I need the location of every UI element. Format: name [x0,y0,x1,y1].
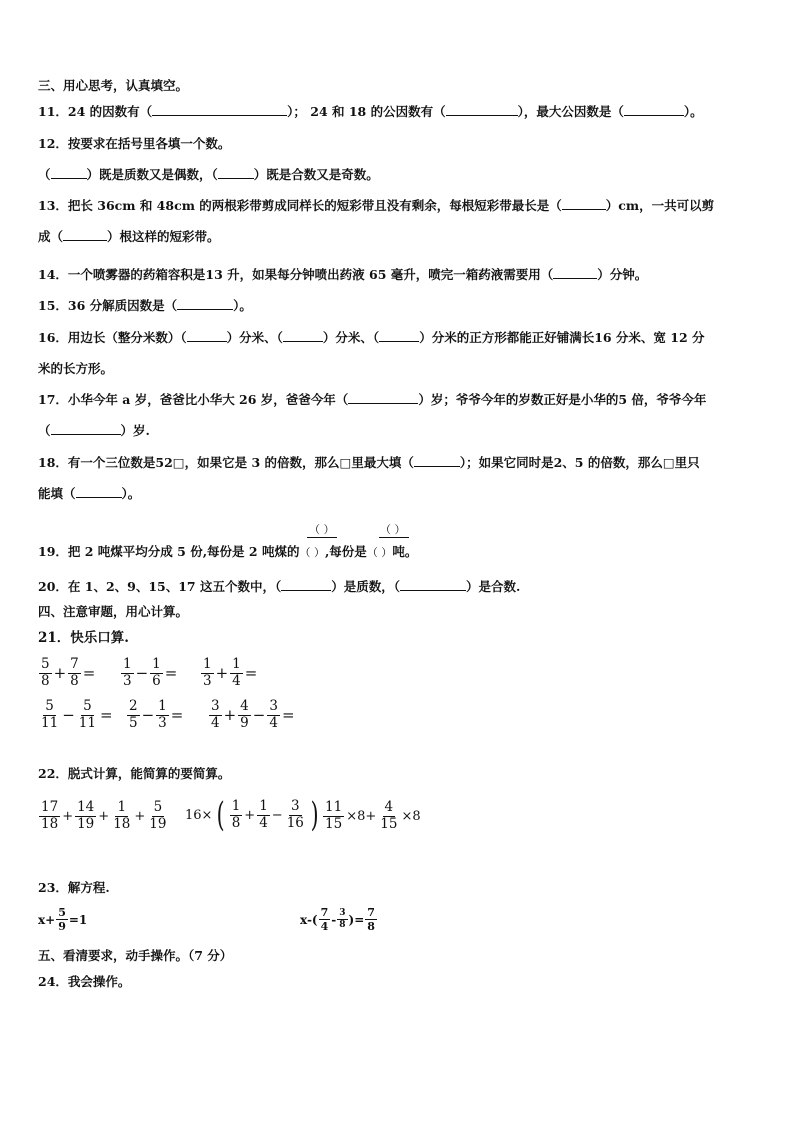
question-12: 12．按要求在括号里各填一个数。 [38,136,231,151]
question-19: 19．把 2 吨煤平均分成 5 份,每份是 2 吨煤的（ ）,每份是（ ）吨。 [38,544,418,559]
question-13: 13．把长 36cm 和 48cm 的两根彩带剪成同样长的短彩带且没有剩余，每根短彩带最长是（ ）cm，一共可以剪 [38,198,715,213]
question-24: 24．我会操作。 [38,974,131,989]
q22-expr-3: $\frac{11}{15}$ ×8+ $\frac{4}{15}$ ×8 [325,799,421,832]
q21-expr-2: $\frac{1}{3}$ − $\frac{1}{6}$ = [123,656,178,689]
question-13-line2: 成（ ）根这样的短彩带。 [38,229,220,244]
q21-expr-5: $\frac{2}{5}$ − $\frac{1}{3}$ = [129,698,184,731]
question-16-line2: 米的长方形。 [38,361,114,376]
right-paren: ) [310,795,319,835]
question-14: 14．一个喷雾器的药箱容积是13 升，如果每分钟喷出药液 65 毫升，喷完一箱药液需要用（ ）分钟。 [38,267,648,282]
question-18-line2: 能填（ ）。 [38,486,141,501]
question-12-line2: （ ）既是质数又是偶数，（ ）既是合数又是奇数。 [38,167,379,182]
question-23-title: 23．解方程. [38,880,110,895]
question-17: 17．小华今年 a 岁，爸爸比小华大 26 岁，爸爸今年（ ）岁；爷爷今年的岁数正好是小华的5 倍，爷爷今年 [38,392,707,407]
question-20: 20．在 1、2、9、15、17 这五个数中，（ ）是质数，（ ）是合数. [38,579,521,594]
section-3-heading: 三、用心思考，认真填空。 [38,78,189,93]
question-15: 15．36 分解质因数是（ ）。 [38,298,252,313]
question-22-title: 22．脱式计算，能简算的要简算。 [38,766,231,781]
q21-expr-4: $\frac{5}{11}$ − $\frac{5}{11}$ = [41,698,113,731]
fraction-bar-1 [307,537,337,538]
section-4-heading: 四、注意审题，用心计算。 [38,604,189,619]
q21-expr-6: $\frac{3}{4}$ + $\frac{4}{9}$ − $\frac{3}{4}$ = [211,698,295,731]
q23-equation-1: x+ $\frac{5}{9}$ =1 [38,906,88,933]
q22-expr-1: $\frac{17}{18}$ + $\frac{14}{19}$ + $\frac{1}{18}$ + $\frac{5}{19}$ [41,799,167,832]
question-21-title: 21．快乐口算. [38,630,129,646]
q22-expr-2: 16× ( $\frac{1}{8}$ + $\frac{1}{4}$ − $\frac{3}{16}$ ) [185,795,319,835]
left-paren: ( [217,795,226,835]
q21-expr-1: $\frac{5}{8}$ + $\frac{7}{8}$ = [41,656,96,689]
fraction-blank-numerator-1: （ ） [309,523,335,536]
section-5-heading: 五、看清要求，动手操作。（7 分） [38,948,233,963]
fraction-blank-numerator-2: （ ） [380,523,406,536]
fraction-bar-2 [379,537,409,538]
question-17-line2: （ ）岁. [38,423,150,438]
question-18: 18．有一个三位数是52□，如果它是 3 的倍数，那么□里最大填（ ）；如果它同时是2、5 的倍数，那么□里只 [38,455,700,470]
q21-expr-3: $\frac{1}{3}$ + $\frac{1}{4}$ = [203,656,258,689]
question-16: 16．用边长（整分米数）（ ）分米、（ ）分米、（ ）分米的正方形都能正好铺满长16 分米、宽 12 分 [38,330,705,345]
q23-equation-2: x-( $\frac{7}{4}$ - $\frac{3}{8}$ )= $\frac{7}{8}$ [300,906,375,933]
question-11: 11．24 的因数有（ ）； 24 和 18 的公因数有（ ），最大公因数是（ ）。 [38,104,703,119]
